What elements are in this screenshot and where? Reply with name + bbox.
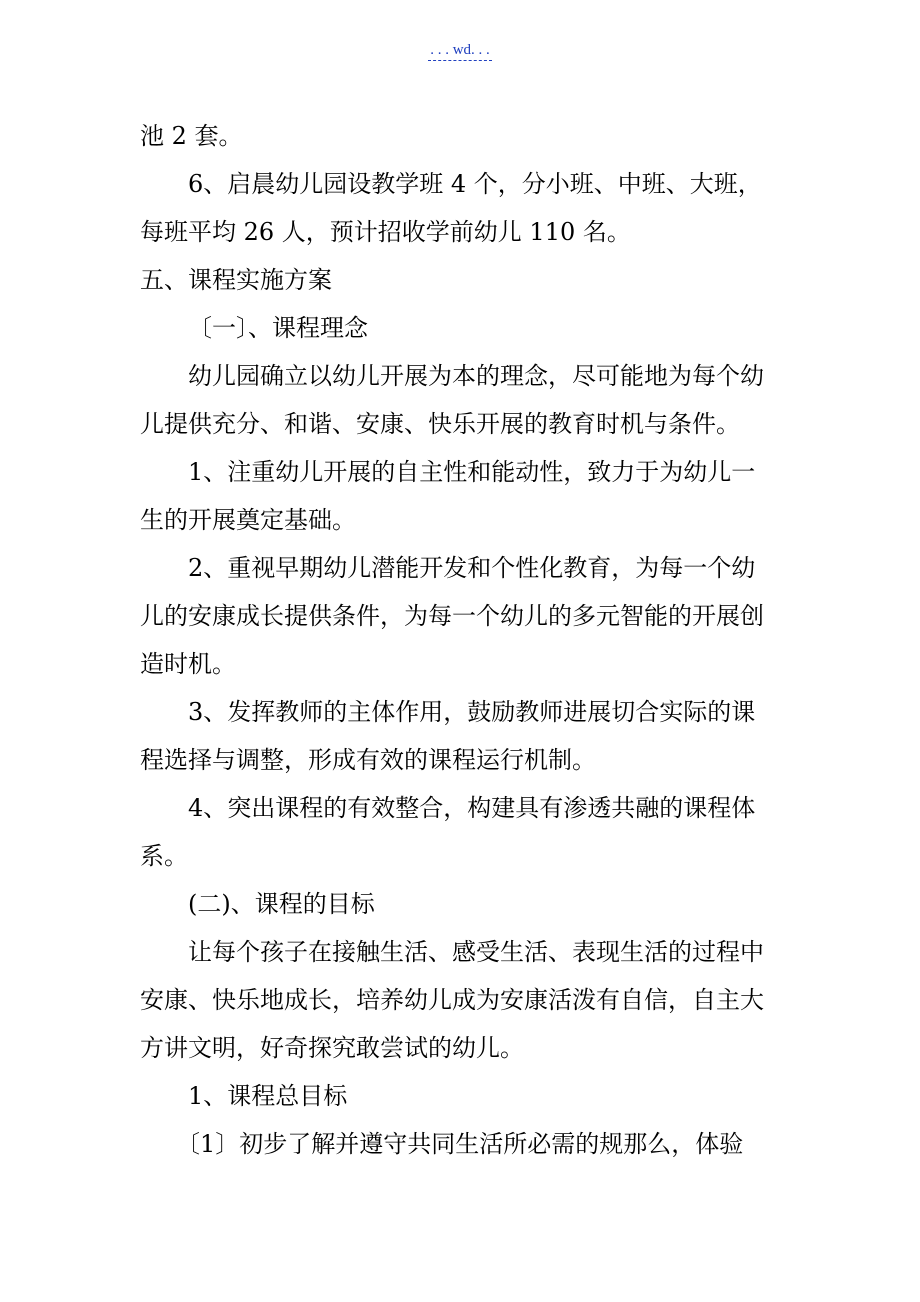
text-line: 6、启晨幼儿园设教学班 4 个，分小班、中班、大班， <box>188 170 762 198</box>
text-line: 2、重视早期幼儿潜能开发和个性化教育，为每一个幼 <box>188 554 756 582</box>
text-line: 池 2 套。 <box>140 122 243 150</box>
subsection-heading: (二)、课程的目标 <box>188 890 375 918</box>
text-line: 3、发挥教师的主体作用，鼓励教师进展切合实际的课 <box>188 698 756 726</box>
text-line: 幼儿园确立以幼儿开展为本的理念，尽可能地为每个幼 <box>188 362 764 390</box>
section-heading: 五、课程实施方案 <box>140 266 332 294</box>
subsection-heading: 〔一〕、课程理念 <box>188 314 368 342</box>
header-watermark <box>0 42 920 59</box>
text-line: 让每个孩子在接触生活、感受生活、表现生活的过程中 <box>188 938 764 966</box>
text-line: 生的开展奠定基础。 <box>140 506 356 534</box>
text-line: 儿的安康成长提供条件，为每一个幼儿的多元智能的开展创 <box>140 602 764 630</box>
text-line: 程选择与调整，形成有效的课程运行机制。 <box>140 746 596 774</box>
text-line: 造时机。 <box>140 650 236 678</box>
subsection-heading: 1、课程总目标 <box>188 1082 348 1110</box>
document-body <box>140 112 790 1168</box>
text-line: 系。 <box>140 842 188 870</box>
header-mark-text: . . . wd. . . <box>428 42 492 61</box>
text-line: 儿提供充分、和谐、安康、快乐开展的教育时机与条件。 <box>140 410 740 438</box>
text-line: 每班平均 26 人，预计招收学前幼儿 110 名。 <box>140 218 631 246</box>
text-line: 方讲文明，好奇探究敢尝试的幼儿。 <box>140 1034 524 1062</box>
text-line: 安康、快乐地成长，培养幼儿成为安康活泼有自信，自主大 <box>140 986 764 1014</box>
text-line: 1、注重幼儿开展的自主性和能动性，致力于为幼儿一 <box>188 458 756 486</box>
text-line: 4、突出课程的有效整合，构建具有渗透共融的课程体 <box>188 794 756 822</box>
text-line: 〔1〕初步了解并遵守共同生活所必需的规那么，体验 <box>176 1130 744 1158</box>
